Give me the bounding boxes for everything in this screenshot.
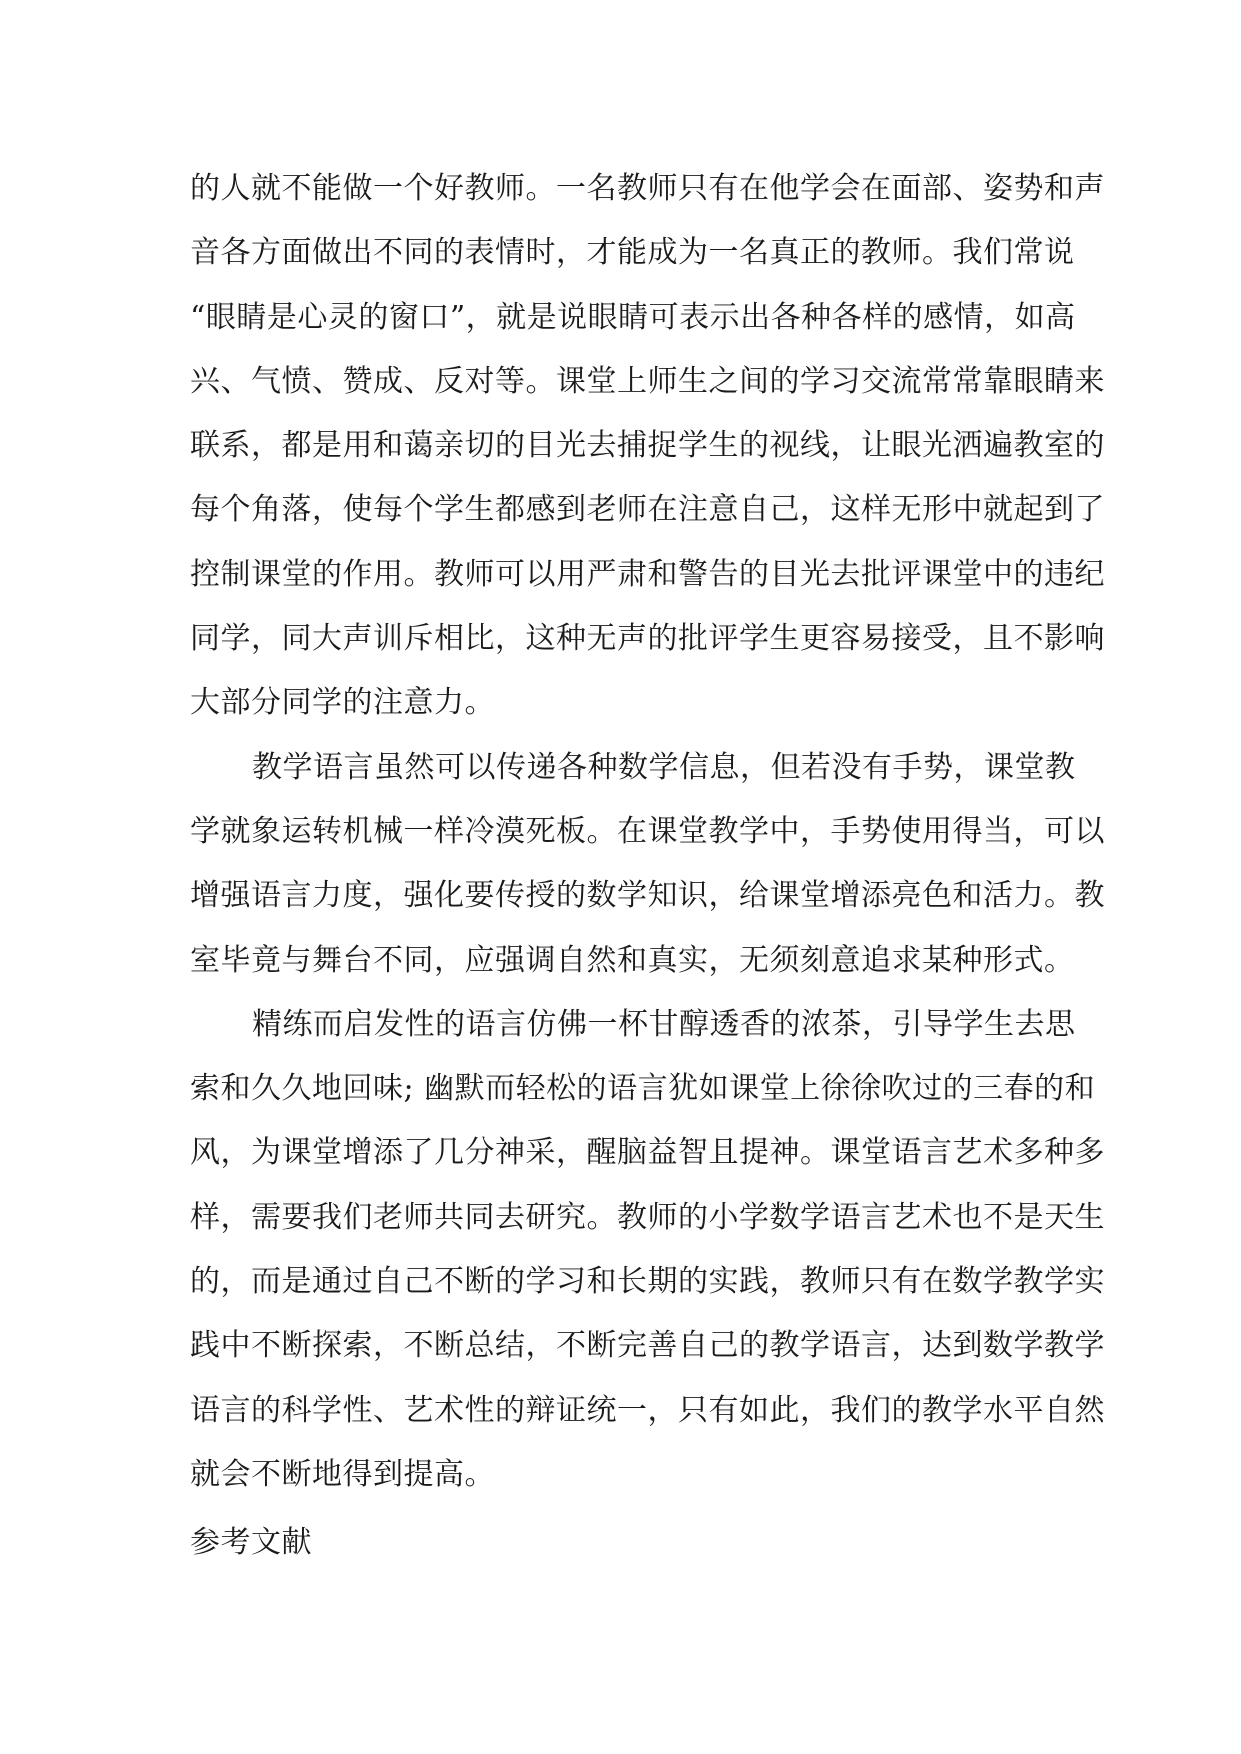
text-line: 兴、气愤、赞成、反对等。课堂上师生之间的学习交流常常靠眼睛来 xyxy=(190,363,1105,399)
text-line: 践中不断探索，不断总结，不断完善自己的教学语言，达到数学教学 xyxy=(190,1328,1105,1364)
text-line: 增强语言力度，强化要传授的数学知识，给课堂增添亮色和活力。教 xyxy=(190,878,1105,914)
references-heading: 参考文献 xyxy=(190,1525,312,1560)
text-line: 索和久久地回味; 幽默而轻松的语言犹如课堂上徐徐吹过的三春的和 xyxy=(190,1071,1096,1107)
text-line: 大部分同学的注意力。 xyxy=(190,685,495,721)
text-line: 每个角落，使每个学生都感到老师在注意自己，这样无形中就起到了 xyxy=(190,492,1105,528)
text-line: 音各方面做出不同的表情时，才能成为一名真正的教师。我们常说 xyxy=(190,235,1075,271)
paragraph-1 xyxy=(190,157,1105,736)
text-line: 学就象运转机械一样冷漠死板。在课堂教学中，手势使用得当，可以 xyxy=(190,813,1105,849)
text-line: 就会不断地得到提高。 xyxy=(190,1456,495,1492)
body-text xyxy=(190,157,1105,1507)
text-line: 教学语言虽然可以传递各种数学信息，但若没有手势，课堂教 xyxy=(252,749,1076,785)
text-line: 风，为课堂增添了几分神采，醒脑益智且提神。课堂语言艺术多种多 xyxy=(190,1135,1105,1171)
text-line: 室毕竟与舞台不同，应强调自然和真实，无须刻意追求某种形式。 xyxy=(190,942,1075,978)
text-line: 精练而启发性的语言仿佛一杯甘醇透香的浓茶，引导学生去思 xyxy=(252,1006,1076,1042)
text-line: 联系，都是用和蔼亲切的目光去捕捉学生的视线，让眼光洒遍教室的 xyxy=(190,428,1105,464)
text-line: 同学，同大声训斥相比，这种无声的批评学生更容易接受，且不影响 xyxy=(190,621,1105,657)
text-line: 样，需要我们老师共同去研究。教师的小学数学语言艺术也不是天生 xyxy=(190,1199,1105,1235)
text-line: 的人就不能做一个好教师。一名教师只有在他学会在面部、姿势和声 xyxy=(190,171,1105,206)
text-line: “眼睛是心灵的窗口”，就是说眼睛可表示出各种各样的感情，如高 xyxy=(190,299,1076,335)
paragraph-3 xyxy=(190,993,1105,1507)
text-line: 控制课堂的作用。教师可以用严肃和警告的目光去批评课堂中的违纪 xyxy=(190,556,1105,592)
paragraph-2 xyxy=(190,736,1105,993)
text-line: 的，而是通过自己不断的学习和长期的实践，教师只有在数学教学实 xyxy=(190,1264,1105,1300)
text-line: 语言的科学性、艺术性的辩证统一，只有如此，我们的教学水平自然 xyxy=(190,1392,1105,1428)
